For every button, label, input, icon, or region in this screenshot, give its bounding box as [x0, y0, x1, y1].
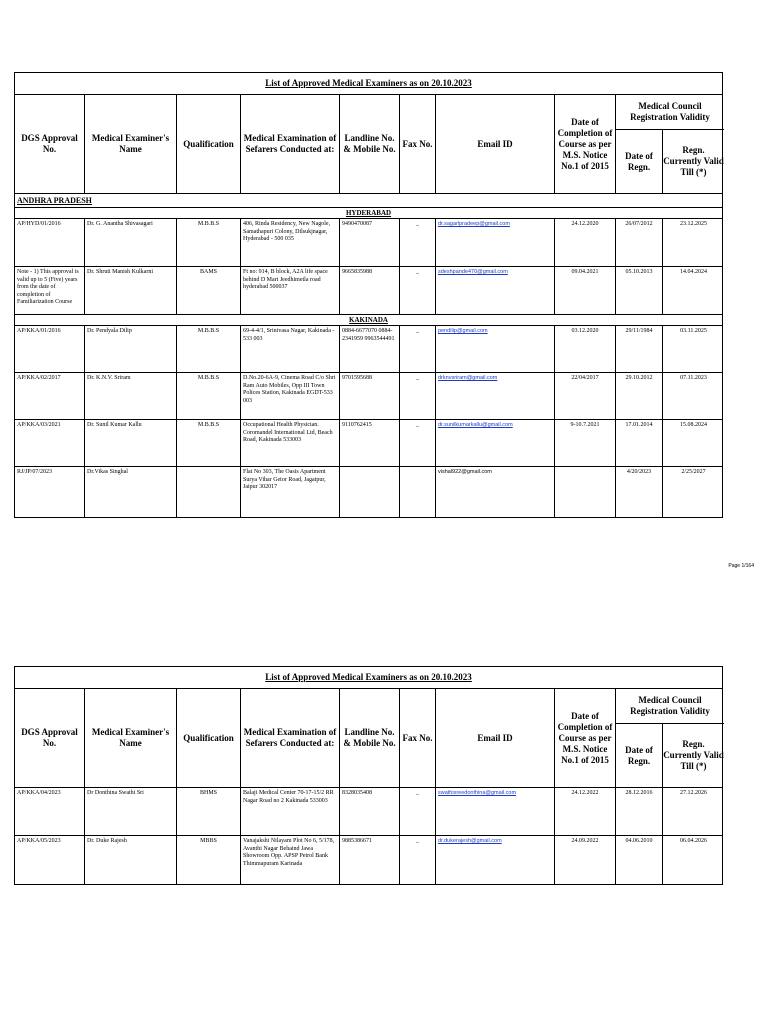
header-regn-date: Date of Regn. [616, 724, 663, 787]
email-link[interactable]: dr.sagarlpradeep@gmail.com [438, 221, 510, 227]
cell-course: 03.12.2020 [555, 326, 616, 372]
cell-phone: 8328035408 [340, 788, 400, 835]
cell-phone: 9701595688 [340, 373, 400, 419]
cell-dgs: AP/KKA/01/2016 [15, 326, 85, 372]
page1-table [14, 72, 723, 518]
header-qualification: Qualification [177, 689, 241, 787]
cell-regn: 17.01.2014 [616, 420, 663, 466]
header-name: Medical Examiner's Name [85, 95, 177, 193]
cell-email [436, 788, 555, 835]
cell-email [436, 267, 555, 314]
state-heading: ANDHRA PRADESH [15, 194, 722, 208]
cell-email [436, 326, 555, 372]
header-conducted: Medical Examination of Sefarers Conducted at: [241, 95, 340, 193]
cell-email [436, 373, 555, 419]
cell-email [436, 836, 555, 884]
cell-regn: 29/11/1984 [616, 326, 663, 372]
cell-addr: D.No.20-6A-9, Cinema Road C/o Shri Ram Auto Mobiles, Opp III Town Polices Station, Kakinada EGDT-533 003 [241, 373, 340, 419]
cell-qual: BAMS [177, 267, 241, 314]
cell-phone [340, 467, 400, 517]
city-heading-kakinada: KAKINADA [15, 314, 722, 326]
cell-name: Dr. Sunil Kumar Kallu [85, 420, 177, 466]
header-fax: Fax No. [400, 689, 436, 787]
table-row [15, 467, 722, 517]
table-header-2 [15, 689, 722, 788]
cell-regn: 4/20/2023 [616, 467, 663, 517]
email-link[interactable]: dr.dukerajesh@gmail.com [438, 838, 502, 844]
cell-addr: Vanajakshi Nilayam Plot No 6, 5/178, Avanthi Nagar Behaind Jawa Showroom Opp. APSP Petrol Bank Thimmapuram Karinada [241, 836, 340, 884]
cell-dgs: AP/KKA/04/2023 [15, 788, 85, 835]
cell-email [436, 420, 555, 466]
header-council: Medical Council Registration Validity [616, 689, 724, 724]
cell-course: 22/04/2017 [555, 373, 616, 419]
page-number: Page 1/164 [728, 563, 754, 569]
header-regn-valid: Regn. Currently Valid Till (*) [663, 145, 724, 177]
email-link[interactable]: sdeshpande470@gmail.com [438, 269, 508, 275]
cell-fax: _ [400, 373, 436, 419]
cell-course: 09.04.2021 [555, 267, 616, 314]
header-council-group [616, 95, 724, 193]
cell-name: Dr Donthina Swathi Sri [85, 788, 177, 835]
header-name: Medical Examiner's Name [85, 689, 177, 787]
cell-valid: 15.08.2024 [680, 422, 707, 428]
cell-regn: 28.12.2016 [616, 788, 663, 835]
header-dgs: DGS Approval No. [15, 95, 85, 193]
cell-dgs: AP/HYD/01/2016 [15, 219, 85, 266]
header-email: Email ID [436, 95, 555, 193]
header-council-group [616, 689, 724, 787]
header-course: Date of Completion of Course as per M.S. Notice No.1 of 2015 [555, 689, 616, 787]
cell-regn: 05.10.2013 [616, 267, 663, 314]
cell-regn: 26/07/2012 [616, 219, 663, 266]
email-link[interactable]: drknvsriram@gmail.com [438, 375, 498, 381]
table-row [15, 326, 722, 373]
cell-fax: _ [400, 420, 436, 466]
cell-fax: _ [400, 326, 436, 372]
cell-qual: BHMS [177, 788, 241, 835]
cell-fax: _ [400, 267, 436, 314]
email-link[interactable]: swathisreedonthina@gmail.com [438, 790, 517, 796]
header-regn-date: Date of Regn. [616, 130, 663, 193]
cell-qual: MBBS [177, 836, 241, 884]
cell-valid: 2/25/2027 [681, 469, 706, 475]
cell-course: 24.12.2020 [555, 219, 616, 266]
cell-valid: 27.12.2026 [680, 790, 707, 796]
cell-dgs: AP/KKA/05/2023 [15, 836, 85, 884]
cell-phone: 9110762415 [340, 420, 400, 466]
cell-dgs: RJ/JP/07/2023 [15, 467, 85, 517]
cell-email [436, 219, 555, 266]
header-qualification: Qualification [177, 95, 241, 193]
cell-qual: M.B.B.S [177, 326, 241, 372]
cell-addr: 406, Rinda Residency, New Nagole, Samathapuri Colony, Dilsukjnagar, Hyderabad - 500 035 [241, 219, 340, 266]
email-link[interactable]: vishal922@gmail.com [438, 469, 492, 475]
table-row [15, 373, 722, 420]
cell-qual [177, 467, 241, 517]
cell-name: Dr.Vikas Singhal [85, 467, 177, 517]
cell-email [436, 467, 555, 517]
table-header [15, 95, 722, 194]
header-conducted: Medical Examination of Sefarers Conducted at: [241, 689, 340, 787]
header-regn-valid: Regn. Currently Valid Till (*) [663, 739, 724, 771]
header-phone: Landline No. & Mobile No. [340, 95, 400, 193]
cell-valid: 14.04.2024 [680, 269, 707, 275]
cell-fax: _ [400, 788, 436, 835]
cell-course: 9-10.7.2021 [555, 420, 616, 466]
cell-qual: M.B.B.S [177, 219, 241, 266]
cell-dgs: AP/KKA/02/2017 [15, 373, 85, 419]
cell-valid: 03.11.2025 [680, 328, 707, 334]
table-row [15, 219, 722, 267]
cell-addr: 69-4-4/1, Srinivasa Nagar, Kakinada - 533 003 [241, 326, 340, 372]
cell-name: Dr. K.N.V. Sriram [85, 373, 177, 419]
email-link[interactable]: pendilip@gmail.com [438, 328, 488, 334]
header-fax: Fax No. [400, 95, 436, 193]
city-heading-hyderabad: HYDERABAD [15, 208, 722, 219]
cell-phone: 9490470087 [340, 219, 400, 266]
cell-name: Dr. G. Anantha Shivasagari [85, 219, 177, 266]
table-row [15, 267, 722, 314]
cell-course: 24.12.2022 [555, 788, 616, 835]
cell-qual: M.B.B.S [177, 420, 241, 466]
cell-addr: Balaji Medical Center 70-17-15/2 RR Nagar Road no 2 Kakinada 533003 [241, 788, 340, 835]
cell-valid: 06.04.2026 [680, 838, 707, 844]
cell-fax: _ [400, 836, 436, 884]
cell-name: Dr. Duke Rajesh [85, 836, 177, 884]
cell-dgs: AP/KKA/03/2021 [15, 420, 85, 466]
table-row [15, 420, 722, 467]
header-email: Email ID [436, 689, 555, 787]
cell-name: Dr. Pendyala Dilip [85, 326, 177, 372]
page2-table [14, 666, 723, 885]
header-phone: Landline No. & Mobile No. [340, 689, 400, 787]
header-course: Date of Completion of Course as per M.S. Notice No.1 of 2015 [555, 95, 616, 193]
cell-regn: 04.06.2010 [616, 836, 663, 884]
cell-name: Dr. Shruti Manish Kulkarni [85, 267, 177, 314]
table-title-2: List of Approved Medical Examiners as on 20.10.2023 [15, 667, 722, 689]
header-council: Medical Council Registration Validity [616, 95, 724, 130]
table-row [15, 836, 722, 884]
table-row [15, 788, 722, 836]
cell-course: 24.09.2022 [555, 836, 616, 884]
cell-phone: 9885386671 [340, 836, 400, 884]
cell-valid: 07.11.2023 [680, 375, 707, 381]
cell-fax: _ [400, 219, 436, 266]
cell-course [555, 467, 616, 517]
cell-valid: 23.12.2025 [680, 221, 707, 227]
cell-regn: 29.10.2012 [616, 373, 663, 419]
header-dgs: DGS Approval No. [15, 689, 85, 787]
cell-qual: M.B.B.S [177, 373, 241, 419]
email-link[interactable]: dr.sunilkumarkallu@gmail.com [438, 422, 513, 428]
cell-fax [400, 467, 436, 517]
cell-addr: Occupational Health Physician. Coromandel International Ltd, Beach Road, Kakinada 533003 [241, 420, 340, 466]
cell-dgs: Note - 1) This approval is valid up to 5 (Five) years from the date of completion of Familiarization Course [15, 267, 85, 314]
cell-phone: 9665835988 [340, 267, 400, 314]
cell-addr: Ft no: 914, B block, A2A life space behind D Mart Jeedhimetla road hyderabad 500037 [241, 267, 340, 314]
table-title: List of Approved Medical Examiners as on 20.10.2023 [15, 73, 722, 95]
cell-addr: Flat No 303, The Oasis Apartment Surya Vihar Getor Road, Jagatpur, Jaipur 302017 [241, 467, 340, 517]
cell-phone: 0884-6677070 0884-2341959 9963544491 [340, 326, 400, 372]
